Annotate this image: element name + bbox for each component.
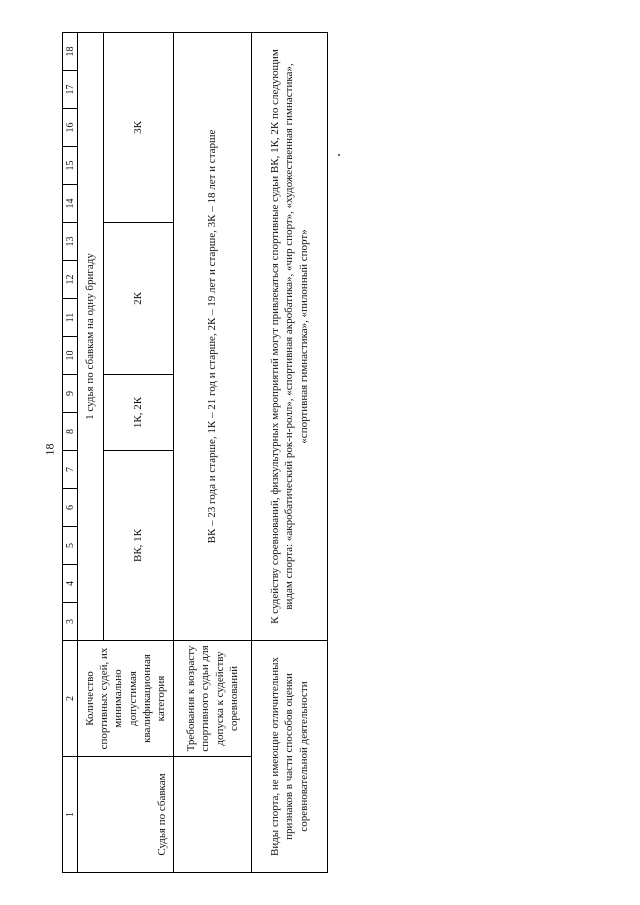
column-number: 3 bbox=[63, 603, 78, 641]
sports-label: Виды спорта, не имеющие отличительных признаков в части способов оценки соревновательной деятельности bbox=[252, 641, 328, 873]
sports-info-text: К судейству соревнований, физкультурных мероприятий могут привлекаться спортивные судьи ВК, 1К, 2К по следующим видам спорта: «акробатический рок-н-ролл», «спортивная акробатика», «чир спорт», «художественная гимнастика», «спортивная гимнастика», «пилонный спорт» bbox=[252, 33, 328, 641]
column-number: 10 bbox=[63, 337, 78, 375]
column-number-row bbox=[63, 33, 78, 873]
column-number: 17 bbox=[63, 71, 78, 109]
judge-count-label: Количество спортивных судей, их минимально допустимая квалификационная категория bbox=[78, 641, 174, 757]
column-number: 8 bbox=[63, 413, 78, 451]
per-brigade-cell: 1 судья по сбавкам на одну бригаду bbox=[78, 33, 104, 641]
judges-row-top bbox=[78, 33, 104, 873]
category-cell: 3К bbox=[104, 33, 174, 223]
category-cell: 1К, 2К bbox=[104, 375, 174, 451]
column-number: 4 bbox=[63, 565, 78, 603]
column-number: 9 bbox=[63, 375, 78, 413]
column-number: 1 bbox=[63, 757, 78, 873]
age-requirements-row bbox=[174, 33, 252, 873]
column-number: 5 bbox=[63, 527, 78, 565]
page-number: 18 bbox=[42, 443, 57, 456]
empty-cell bbox=[174, 757, 252, 873]
column-number: 12 bbox=[63, 261, 78, 299]
scan-speck bbox=[338, 154, 340, 156]
requirements-table bbox=[62, 32, 328, 873]
rotated-table-wrapper bbox=[62, 33, 326, 873]
column-number: 16 bbox=[63, 109, 78, 147]
column-number: 15 bbox=[63, 147, 78, 185]
column-number: 6 bbox=[63, 489, 78, 527]
column-number: 11 bbox=[63, 299, 78, 337]
age-requirements-text: ВК – 23 года и старше, 1К – 21 год и старше, 2К – 19 лет и старше, 3К – 18 лет и старше bbox=[174, 33, 252, 641]
column-number: 2 bbox=[63, 641, 78, 757]
sports-row bbox=[252, 33, 328, 873]
judge-role-cell: Судья по сбавкам bbox=[78, 757, 174, 873]
category-cell: ВК, 1К bbox=[104, 451, 174, 641]
column-number: 7 bbox=[63, 451, 78, 489]
category-cell: 2К bbox=[104, 223, 174, 375]
column-number: 18 bbox=[63, 33, 78, 71]
column-number: 13 bbox=[63, 223, 78, 261]
column-number: 14 bbox=[63, 185, 78, 223]
age-requirements-label: Требования к возрасту спортивного судьи для допуска к судейству соревнований bbox=[174, 641, 252, 757]
